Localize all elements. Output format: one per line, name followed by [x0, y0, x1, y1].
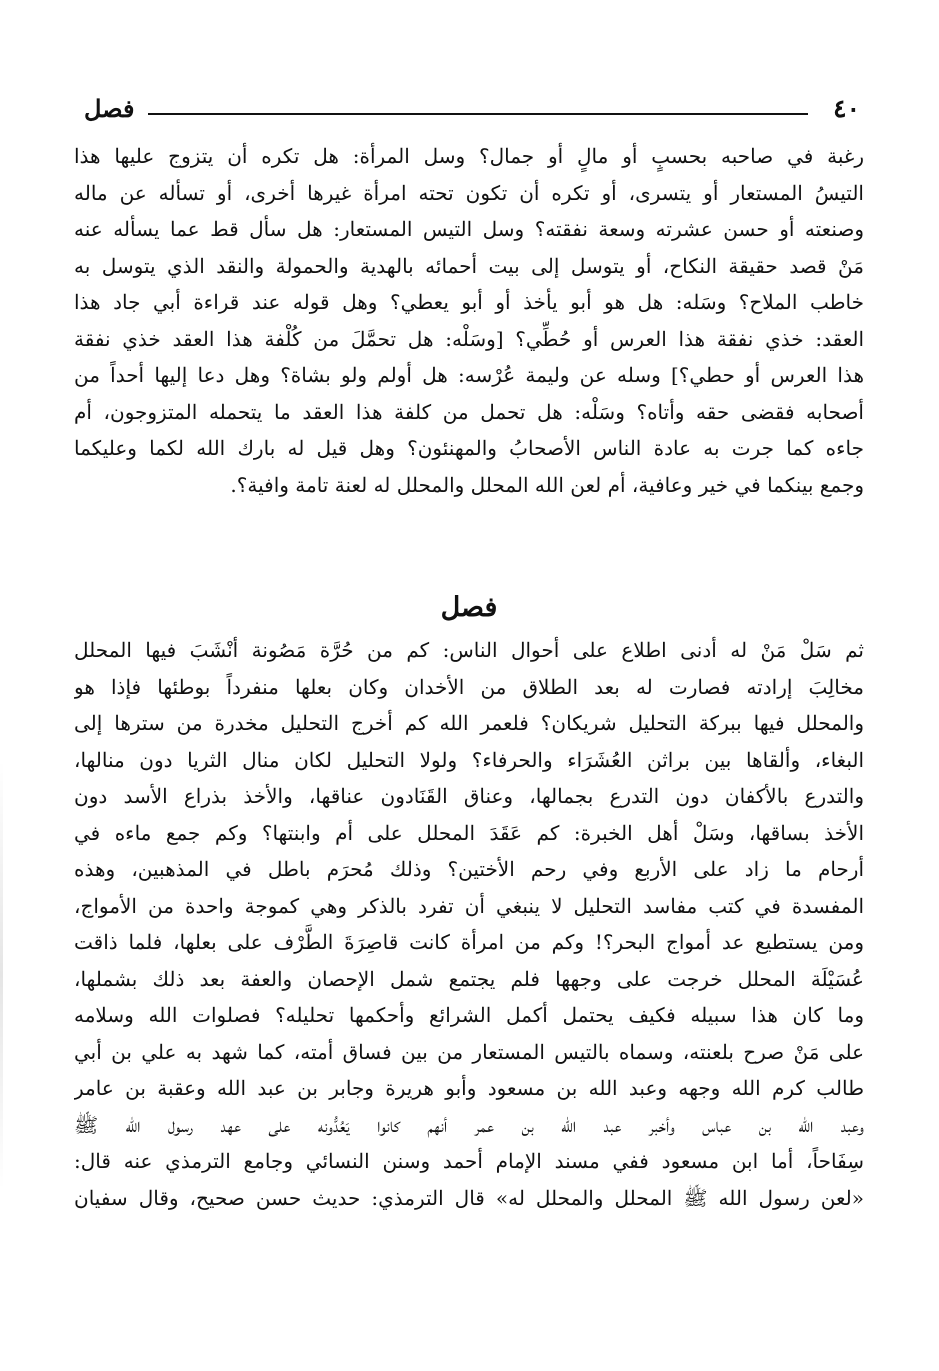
- text-line: وعبد الله بن عباس وأخبر عبد الله بن عمر أنهم كانوا يَعُدُّونه على عهد رسول الله ﷺ: [74, 1112, 864, 1137]
- text-line: مخالِبَ إرادته فصارت له بعد الطلاق من الأخدان وكان بعلها منفرداً بوطئها فإذا هو: [74, 674, 864, 699]
- header-rule: [148, 113, 808, 115]
- text-line: مَنْ قصد حقيقة النكاح، أو يتوسل إلى بيت أحمائه بالهدية والحمولة والنقد الذي يتوسل به: [74, 253, 864, 278]
- text-line: طالب كرم الله وجهه وعبد الله بن مسعود وأبو هريرة وجابر بن عبد الله وعقبة بن عامر: [74, 1076, 864, 1100]
- running-title: فصل: [84, 94, 135, 123]
- page-header: [84, 92, 860, 128]
- text-line: هذا العرس أو حطي؟] وسله عن وليمة عُرْسه: هل أولم ولو بشاة؟ وهل دعا إليها أحداً من: [74, 363, 864, 387]
- text-line: والمحلل فيها ببركة التحليل شريكان؟ فلعمر الله كم أخرج التحليل مخدرة من سترها إلى: [74, 711, 864, 735]
- text-line: البغاء، وألقاها بين براثن العُشَرَاء والحرفاء؟ ولولا التحليل لكان منال الثريا دون منالها،: [74, 747, 864, 772]
- paragraph-section-1: [74, 138, 864, 503]
- paragraph-section-2: [74, 632, 864, 1216]
- text-line: التيسُ المستعار أو يتسرى، أو تكره أن تكون تحته امرأة غيرها أخرى، أو تسأله عن ماله: [74, 180, 864, 205]
- text-line: على مَنْ صرح بلعنته، وسماه بالتيس المستعار من بين فساق أمته، كما شهد به علي بن أبي: [74, 1039, 864, 1064]
- section-heading: فصل: [440, 592, 498, 623]
- text-line: المفسدة في كتب مفاسد التحليل لا ينبغي أن تفرد بالذكر وهي كموجة واحدة من الأمواج،: [74, 893, 864, 918]
- text-line: ومن يستطيع عد أمواج البحر؟! وكم من امرأة كانت قاصِرَةَ الطَّرْف على بعلها، فلما ذاقت: [74, 930, 864, 954]
- text-line: سِفَاحاً، أما ابن مسعود ففي مسند الإمام أحمد وسنن النسائي وجامع الترمذي عنه قال:: [74, 1149, 864, 1173]
- text-line: جاءه كما جرت به عادة الناس الأصحابُ والمهنئون؟ وهل قيل له بارك الله لكما وعليكما: [74, 436, 864, 460]
- text-line: وجمع بينكما في خير وعافية، أم لعن الله المحلل والمحلل له لعنة تامة وافية؟.: [230, 472, 864, 497]
- text-line: عُسَيْلَة المحلل خرجت على وجهها فلم يجتمع شمل الإحصان والعفة بعد ذلك بشملها،: [74, 966, 864, 991]
- text-line: ثم سَلْ مَنْ له أدنى اطلاع على أحوال الناس: كم من حُرَّة مَصُونة أنْشَبَ فيها المحلل: [74, 638, 864, 662]
- text-line: أصحابه فقضى حقه وأتاه؟ وسَلْه: هل تحمل من كلفة هذا العقد ما يتحمله المتزوجون، أم: [74, 399, 864, 424]
- page-number: ٤٠: [833, 94, 860, 123]
- text-line: وما كان هذا سبيله فكيف يحتمل أكمل الشرائع وأحكمها تحليله؟ فصلوات الله وسلامه: [74, 1003, 864, 1027]
- text-line: الأخذ بساقها، وسَلْ أهل الخبرة: كم عَقَدَ المحلل على أم وابنتها؟ وكم جمع ماءه في: [74, 820, 864, 845]
- scan-edge-shadow: [0, 760, 3, 1190]
- text-line: «لعن رسول الله ﷺ المحلل والمحلل له» قال الترمذي: حديث حسن صحيح، وقال سفيان: [74, 1185, 864, 1210]
- text-line: وصنعته أو حسن عشرته وسعة نفقته؟ وسل التيس المستعار: هل سأل قط عما يسأله عنه: [74, 217, 864, 241]
- text-line: العقد: خذي نفقة هذا العرس أو حُطِّي؟ [وسَلْه: هل تحمَّلَ من كُلْفة هذا العقد خذي نفقة: [74, 326, 864, 351]
- text-line: رغبة في صاحبه بحسبٍ أو مالٍ أو جمال؟ وسل المرأة: هل تكره أن يتزوج عليها هذا: [74, 144, 864, 168]
- text-line: أرحام ما زاد على الأربع وفي رحم الأختين؟ وذلك مُحرَم باطل في المذهبين، وهذه: [74, 857, 864, 881]
- text-line: والتدرع بالأكفان دون التدرع بجمالها، وعناق القَنَادون عناقها، والأخذ بذراع الأسد دون: [74, 784, 864, 808]
- text-line: خاطب الملاح؟ وسَله: هل هو أبو يأخذ أو أبو يعطي؟ وهل قوله عند قراءة أبي جاد هذا: [74, 290, 864, 314]
